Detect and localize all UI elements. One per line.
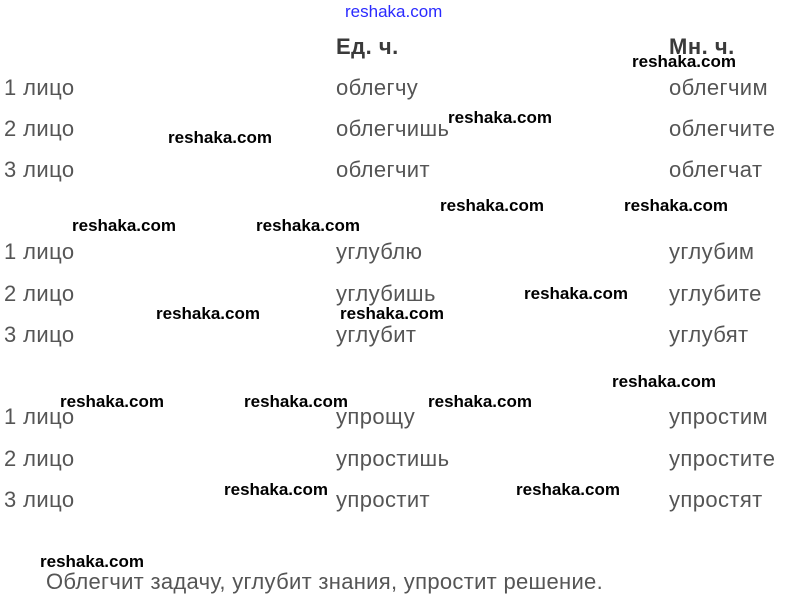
person-label: 1 лицо (4, 75, 75, 100)
plural-form: упростите (669, 446, 776, 471)
person-label: 2 лицо (4, 446, 75, 471)
singular-form: углублю (336, 239, 423, 264)
watermark: reshaka.com (40, 552, 144, 571)
singular-form: облегчит (336, 157, 430, 182)
watermark: reshaka.com (60, 392, 164, 411)
plural-header: Мн. ч. (669, 34, 735, 59)
person-label: 1 лицо (4, 404, 75, 429)
person-label: 3 лицо (4, 487, 75, 512)
singular-header: Ед. ч. (336, 34, 399, 59)
watermark: reshaka.com (612, 372, 716, 391)
plural-form: углубят (669, 322, 749, 347)
person-label: 2 лицо (4, 281, 75, 306)
plural-form: облегчите (669, 116, 776, 141)
plural-form: упростят (669, 487, 763, 512)
watermark: reshaka.com (256, 216, 360, 235)
watermark: reshaka.com (624, 196, 728, 215)
watermark: reshaka.com (440, 196, 544, 215)
plural-form: углубите (669, 281, 762, 306)
singular-form: облегчу (336, 75, 419, 100)
plural-form: упростим (669, 404, 769, 429)
watermark: reshaka.com (224, 480, 328, 499)
singular-form: упростишь (336, 446, 450, 471)
singular-form: упростит (336, 487, 431, 512)
plural-form: облегчим (669, 75, 769, 100)
watermark: reshaka.com (632, 52, 736, 71)
watermark: reshaka.com (448, 108, 552, 127)
watermark: reshaka.com (72, 216, 176, 235)
watermark: reshaka.com (156, 304, 260, 323)
watermark: reshaka.com (524, 284, 628, 303)
watermark: reshaka.com (168, 128, 272, 147)
watermark: reshaka.com (516, 480, 620, 499)
person-label: 3 лицо (4, 157, 75, 182)
watermark: reshaka.com (340, 304, 444, 323)
person-label: 2 лицо (4, 116, 75, 141)
watermark: reshaka.com (428, 392, 532, 411)
person-label: 3 лицо (4, 322, 75, 347)
person-label: 1 лицо (4, 239, 75, 264)
plural-form: углубим (669, 239, 755, 264)
watermark: reshaka.com (244, 392, 348, 411)
singular-form: углубишь (336, 281, 436, 306)
singular-form: облегчишь (336, 116, 450, 141)
top-watermark: reshaka.com (345, 2, 443, 21)
plural-form: облегчат (669, 157, 763, 182)
singular-form: углубит (336, 322, 417, 347)
singular-form: упрощу (336, 404, 416, 429)
summary-sentence: Облегчит задачу, углубит знания, упростит решение. (46, 569, 603, 594)
